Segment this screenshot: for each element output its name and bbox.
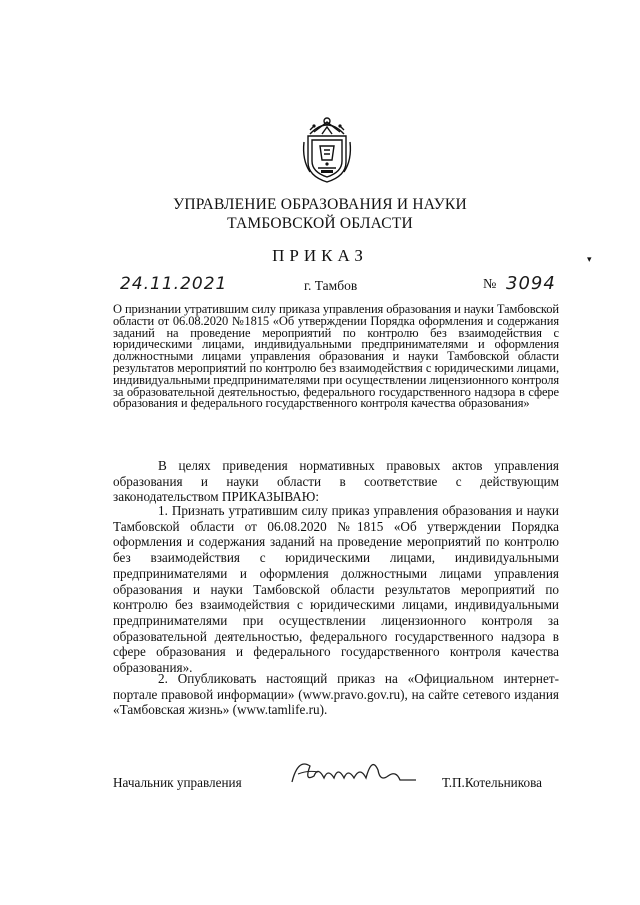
scan-mark: ▾	[587, 254, 592, 264]
preamble-paragraph	[113, 458, 559, 505]
document-type-title: ПРИКАЗ	[272, 246, 368, 265]
order-item-2	[113, 671, 559, 718]
org-name-line1: УПРАВЛЕНИЕ ОБРАЗОВАНИЯ И НАУКИ	[173, 196, 467, 213]
document-city: г. Тамбов	[304, 278, 358, 293]
document-subject: О признании утратившим силу приказа управления образования и науки Тамбовской области от 06.08.2020 №1815 «Об утверждении Порядка оформления и содержания заданий на проведение мероприятий по контролю без взаимодействия с юридическими лицами, индивидуальными предпринимателями и оформления должностными лицами управления образования и науки Тамбовской области результатов мероприятий по контролю без взаимодействия с юридическими лицами, индивидуальными предпринимателями при осуществлении лицензионного контроля за образовательной деятельностью, федерального государственного надзора в сфере образования и федерального государственного контроля качества образования»	[113, 302, 559, 411]
preamble-text: В целях приведения нормативных правовых актов управления образования и науки области в соответствие с действующим законодательством ПРИКАЗЫВАЮ:	[113, 458, 559, 505]
order-item-1	[113, 503, 559, 676]
org-name-line2: ТАМБОВСКОЙ ОБЛАСТИ	[227, 215, 413, 232]
order-item-1-text: 1. Признать утратившим силу приказ управления образования и науки Тамбовской области от 06.08.2020 №1815 «Об утверждении Порядка оформления и содержания заданий на проведение мероприятий по контролю без взаимодействия с юридическими лицами, индивидуальными предпринимателями и оформления должностными лицами управления образования и науки Тамбовской области результатов мероприятий по контролю без взаимодействия с юридическими лицами, индивидуальными предпринимателями при осуществлении лицензионного контроля за образовательной деятельностью, федерального государственного надзора в сфере образования и федерального государственного контроля качества образования».	[113, 503, 559, 676]
signatory-name: Т.П.Котельникова	[442, 775, 542, 790]
coat-of-arms-icon	[300, 112, 354, 186]
document-number: 3094	[506, 273, 556, 294]
signatory-position: Начальник управления	[113, 775, 242, 790]
handwritten-signature	[288, 752, 418, 794]
order-item-2-text: 2. Опубликовать настоящий приказ на «Официальном интернет-портале правовой информации» (www.pravo.gov.ru), на сайте сетевого издания «Тамбовская жизнь» (www.tamlife.ru).	[113, 671, 559, 718]
number-label: №	[483, 277, 497, 292]
document-date: 24.11.2021	[120, 274, 228, 294]
